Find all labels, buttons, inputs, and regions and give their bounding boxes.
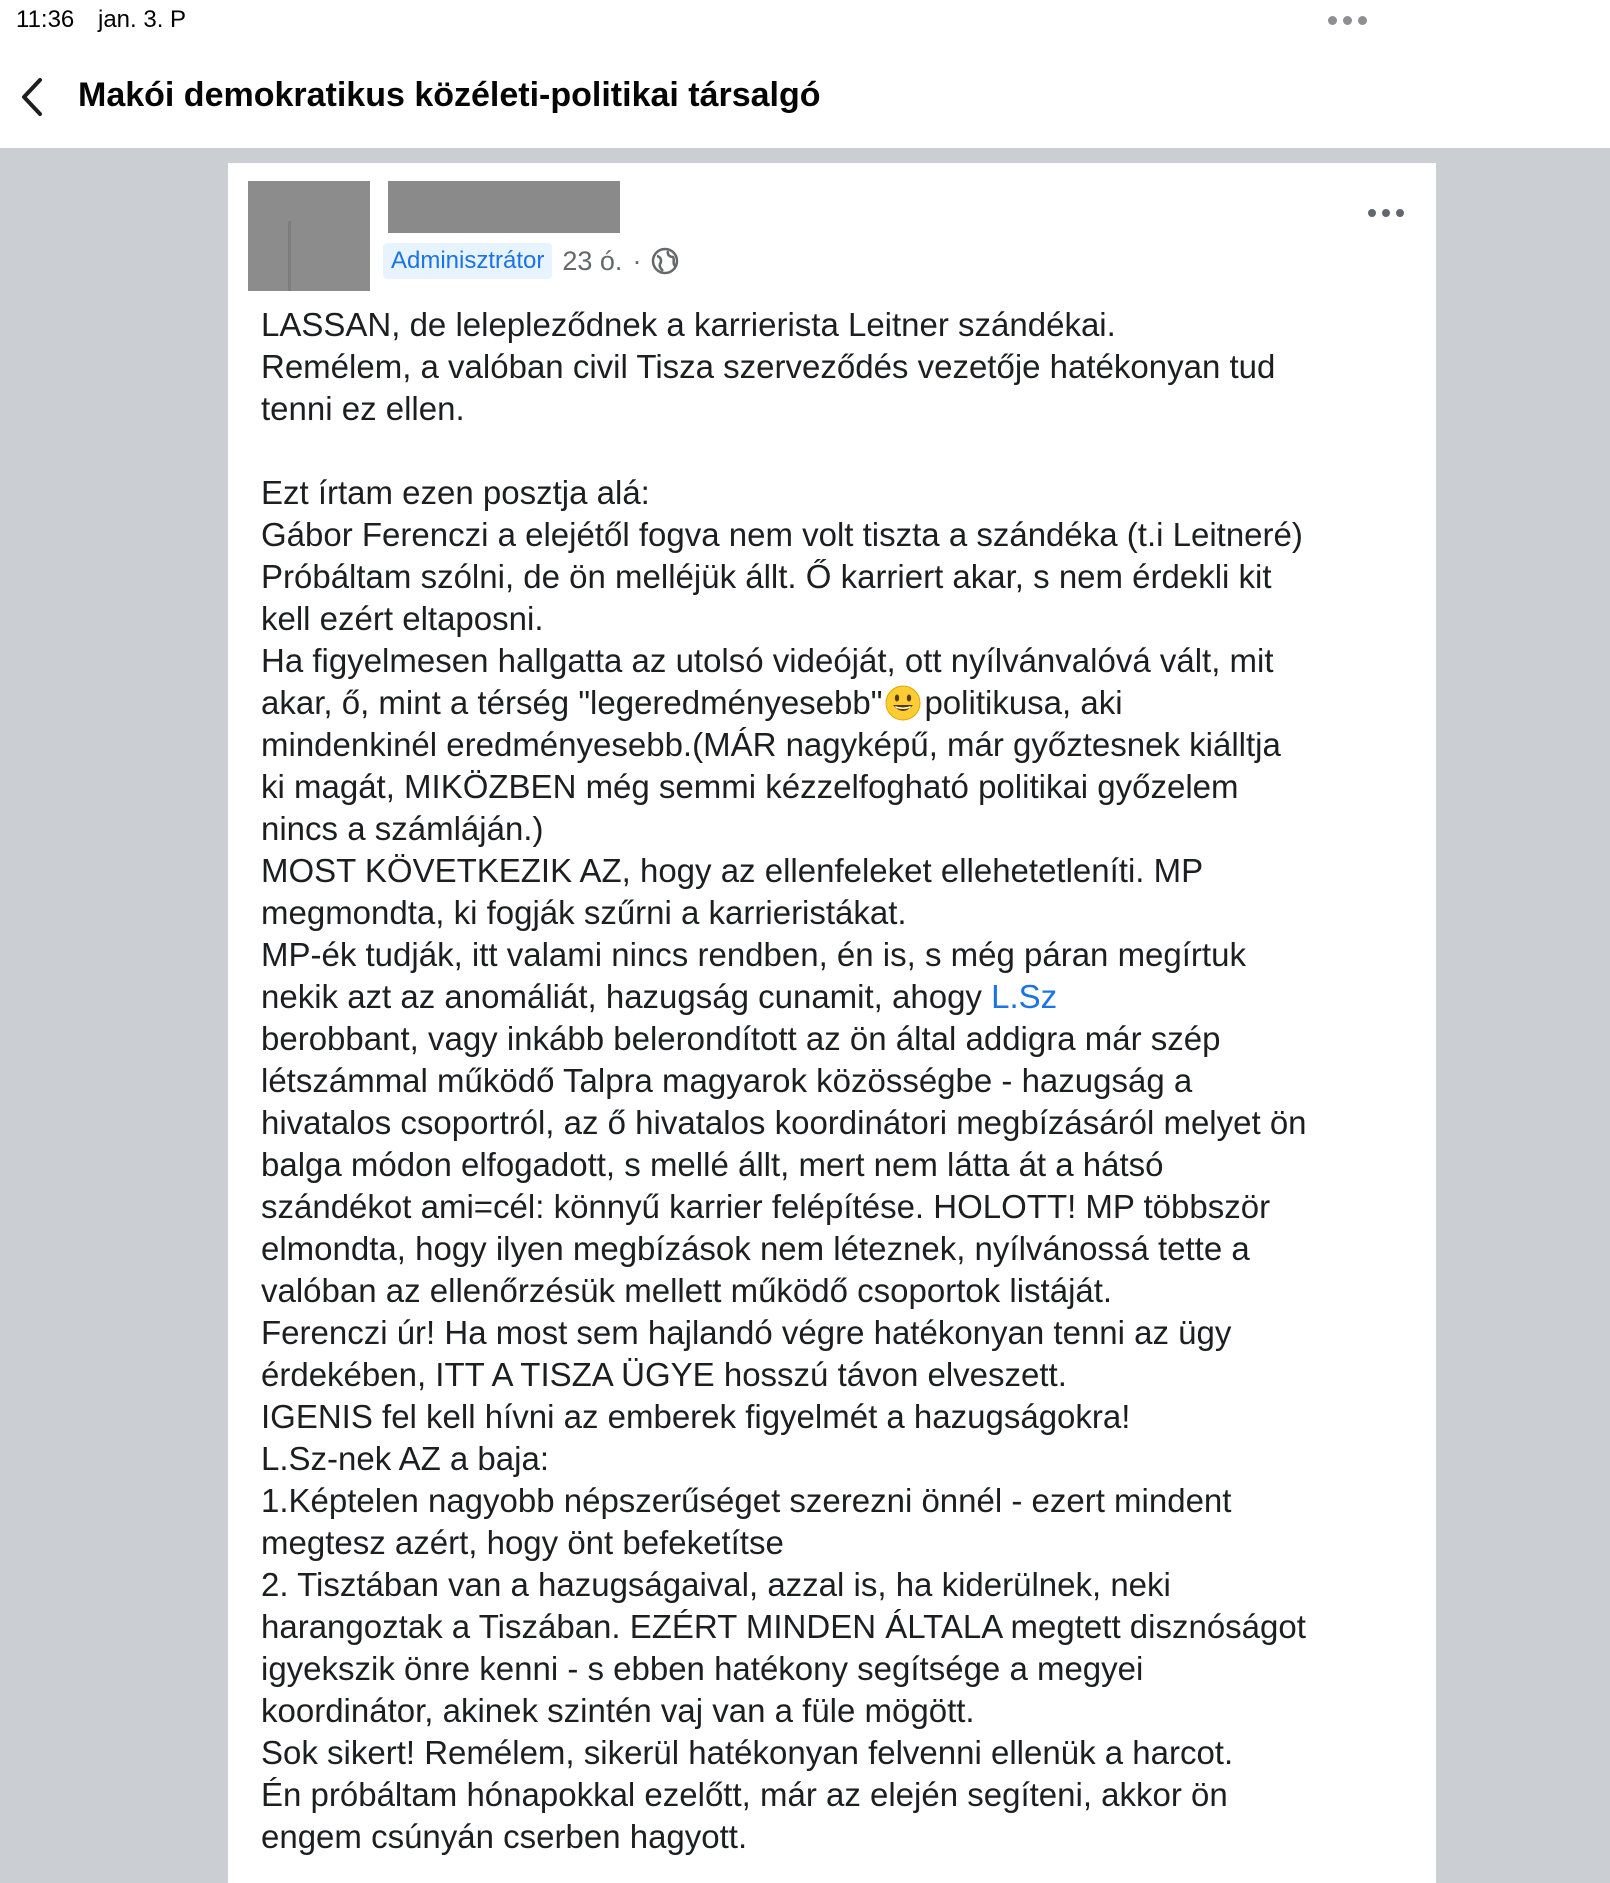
- post-card: [228, 163, 1436, 1883]
- post-line: balga módon elfogadott, s mellé állt, mert nem látta át a hátsó: [261, 1146, 1164, 1183]
- post-line: Ferenczi úr! Ha most sem hajlandó végre hatékonyan tenni az ügy: [261, 1314, 1232, 1351]
- post-line: engem csúnyán cserben hagyott.: [261, 1818, 748, 1855]
- post-line: [261, 682, 1421, 724]
- post-line: 1.Képtelen nagyobb népszerűséget szerezni önnél - ezert mindent: [261, 1482, 1232, 1519]
- post-line: Gábor Ferenczi a elejétől fogva nem volt tiszta a szándéka (t.i Leitneré): [261, 516, 1303, 553]
- post-line: tenni ez ellen.: [261, 390, 465, 427]
- post-line: 2. Tisztában van a hazugságaival, azzal is, ha kiderülnek, neki: [261, 1566, 1171, 1603]
- post-meta: [383, 243, 679, 279]
- meta-separator: ·: [632, 245, 642, 276]
- post-timestamp[interactable]: 23 ó.: [562, 245, 623, 276]
- globe-icon: [651, 247, 679, 275]
- post-line: L.Sz-nek AZ a baja:: [261, 1440, 549, 1477]
- post-line: Én próbáltam hónapokkal ezelőtt, már az elején segíteni, akkor ön: [261, 1776, 1228, 1813]
- post-line: valóban az ellenőrzésük mellett működő csoportok listáját.: [261, 1272, 1113, 1309]
- post-line: Remélem, a valóban civil Tisza szerveződés vezetője hatékonyan tud: [261, 348, 1276, 385]
- post-line-text: nekik azt az anomáliát, hazugság cunamit, ahogy: [261, 978, 992, 1015]
- blank-line: [261, 430, 1421, 472]
- post-line: harangoztak a Tiszában. EZÉRT MINDEN ÁLTALA megtett disznóságot: [261, 1608, 1306, 1645]
- post-line: LASSAN, de lelepleződnek a karrierista Leitner szándékai.: [261, 306, 1116, 343]
- avatar-redacted[interactable]: [248, 181, 370, 291]
- post-line: Sok sikert! Remélem, sikerül hatékonyan felvenni ellenük a harcot.: [261, 1734, 1234, 1771]
- post-line: [261, 976, 1421, 1018]
- post-line: megmondta, ki fogják szűrni a karrieristákat.: [261, 894, 907, 931]
- post-line: nincs a számláján.): [261, 810, 544, 847]
- post-line: Ha figyelmesen hallgatta az utolsó videóját, ott nyílvánvalóvá vált, mit: [261, 642, 1274, 679]
- role-badge: Adminisztrátor: [383, 243, 552, 279]
- grinning-face-emoji-icon: [884, 684, 922, 722]
- post-line: kell ezért eltaposni.: [261, 600, 544, 637]
- post-line: ki magát, MIKÖZBEN még semmi kézzelfogható politikai győzelem: [261, 768, 1239, 805]
- post-line: szándékot ami=cél: könnyű karrier felépítése. HOLOTT! MP többször: [261, 1188, 1271, 1225]
- post-line: érdekében, ITT A TISZA ÜGYE hosszú távon elveszett.: [261, 1356, 1067, 1393]
- multitasking-dots-icon[interactable]: [1328, 16, 1367, 25]
- post-line: hivatalos csoportról, az ő hivatalos koordinátori megbízásáról melyet ön: [261, 1104, 1307, 1141]
- status-bar: [0, 0, 1610, 42]
- post-line: megtesz azért, hogy önt befeketítse: [261, 1524, 784, 1561]
- post-line: MP-ék tudják, itt valami nincs rendben, én is, s még páran megírtuk: [261, 936, 1246, 973]
- page-title: Makói demokratikus közéleti-politikai társalgó: [78, 76, 821, 114]
- post-line: Ezt írtam ezen posztja alá:: [261, 474, 650, 511]
- post-line: berobbant, vagy inkább belerondított az ön által addigra már szép: [261, 1020, 1221, 1057]
- nav-bar: [0, 42, 1610, 148]
- status-date: jan. 3. P: [98, 6, 187, 33]
- mention-link[interactable]: L.Sz: [991, 978, 1058, 1015]
- post-line: mindenkinél eredményesebb.(MÁR nagyképű, már győztesnek kiálltja: [261, 726, 1281, 763]
- author-name-redacted[interactable]: [388, 181, 620, 233]
- back-chevron-icon[interactable]: [18, 76, 48, 118]
- status-time: 11:36: [16, 6, 75, 33]
- post-line-text: politikusa, aki: [924, 684, 1123, 721]
- post-line: elmondta, hogy ilyen megbízások nem léteznek, nyílvánossá tette a: [261, 1230, 1250, 1267]
- post-line: Próbáltam szólni, de ön melléjük állt. Ő karriert akar, s nem érdekli kit: [261, 558, 1272, 595]
- post-line: koordinátor, akinek szintén vaj van a füle mögött.: [261, 1692, 975, 1729]
- post-text: [261, 304, 1421, 1858]
- post-line: igyekszik önre kenni - s ebben hatékony segítsége a megyei: [261, 1650, 1144, 1687]
- post-line: létszámmal működő Talpra magyarok közösségbe - hazugság a: [261, 1062, 1193, 1099]
- post-line-text: akar, ő, mint a térség "legeredményesebb": [261, 684, 883, 721]
- post-line: MOST KÖVETKEZIK AZ, hogy az ellenfeleket ellehetetleníti. MP: [261, 852, 1204, 889]
- post-line: IGENIS fel kell hívni az emberek figyelmét a hazugságokra!: [261, 1398, 1131, 1435]
- post-options-icon[interactable]: [1368, 209, 1404, 217]
